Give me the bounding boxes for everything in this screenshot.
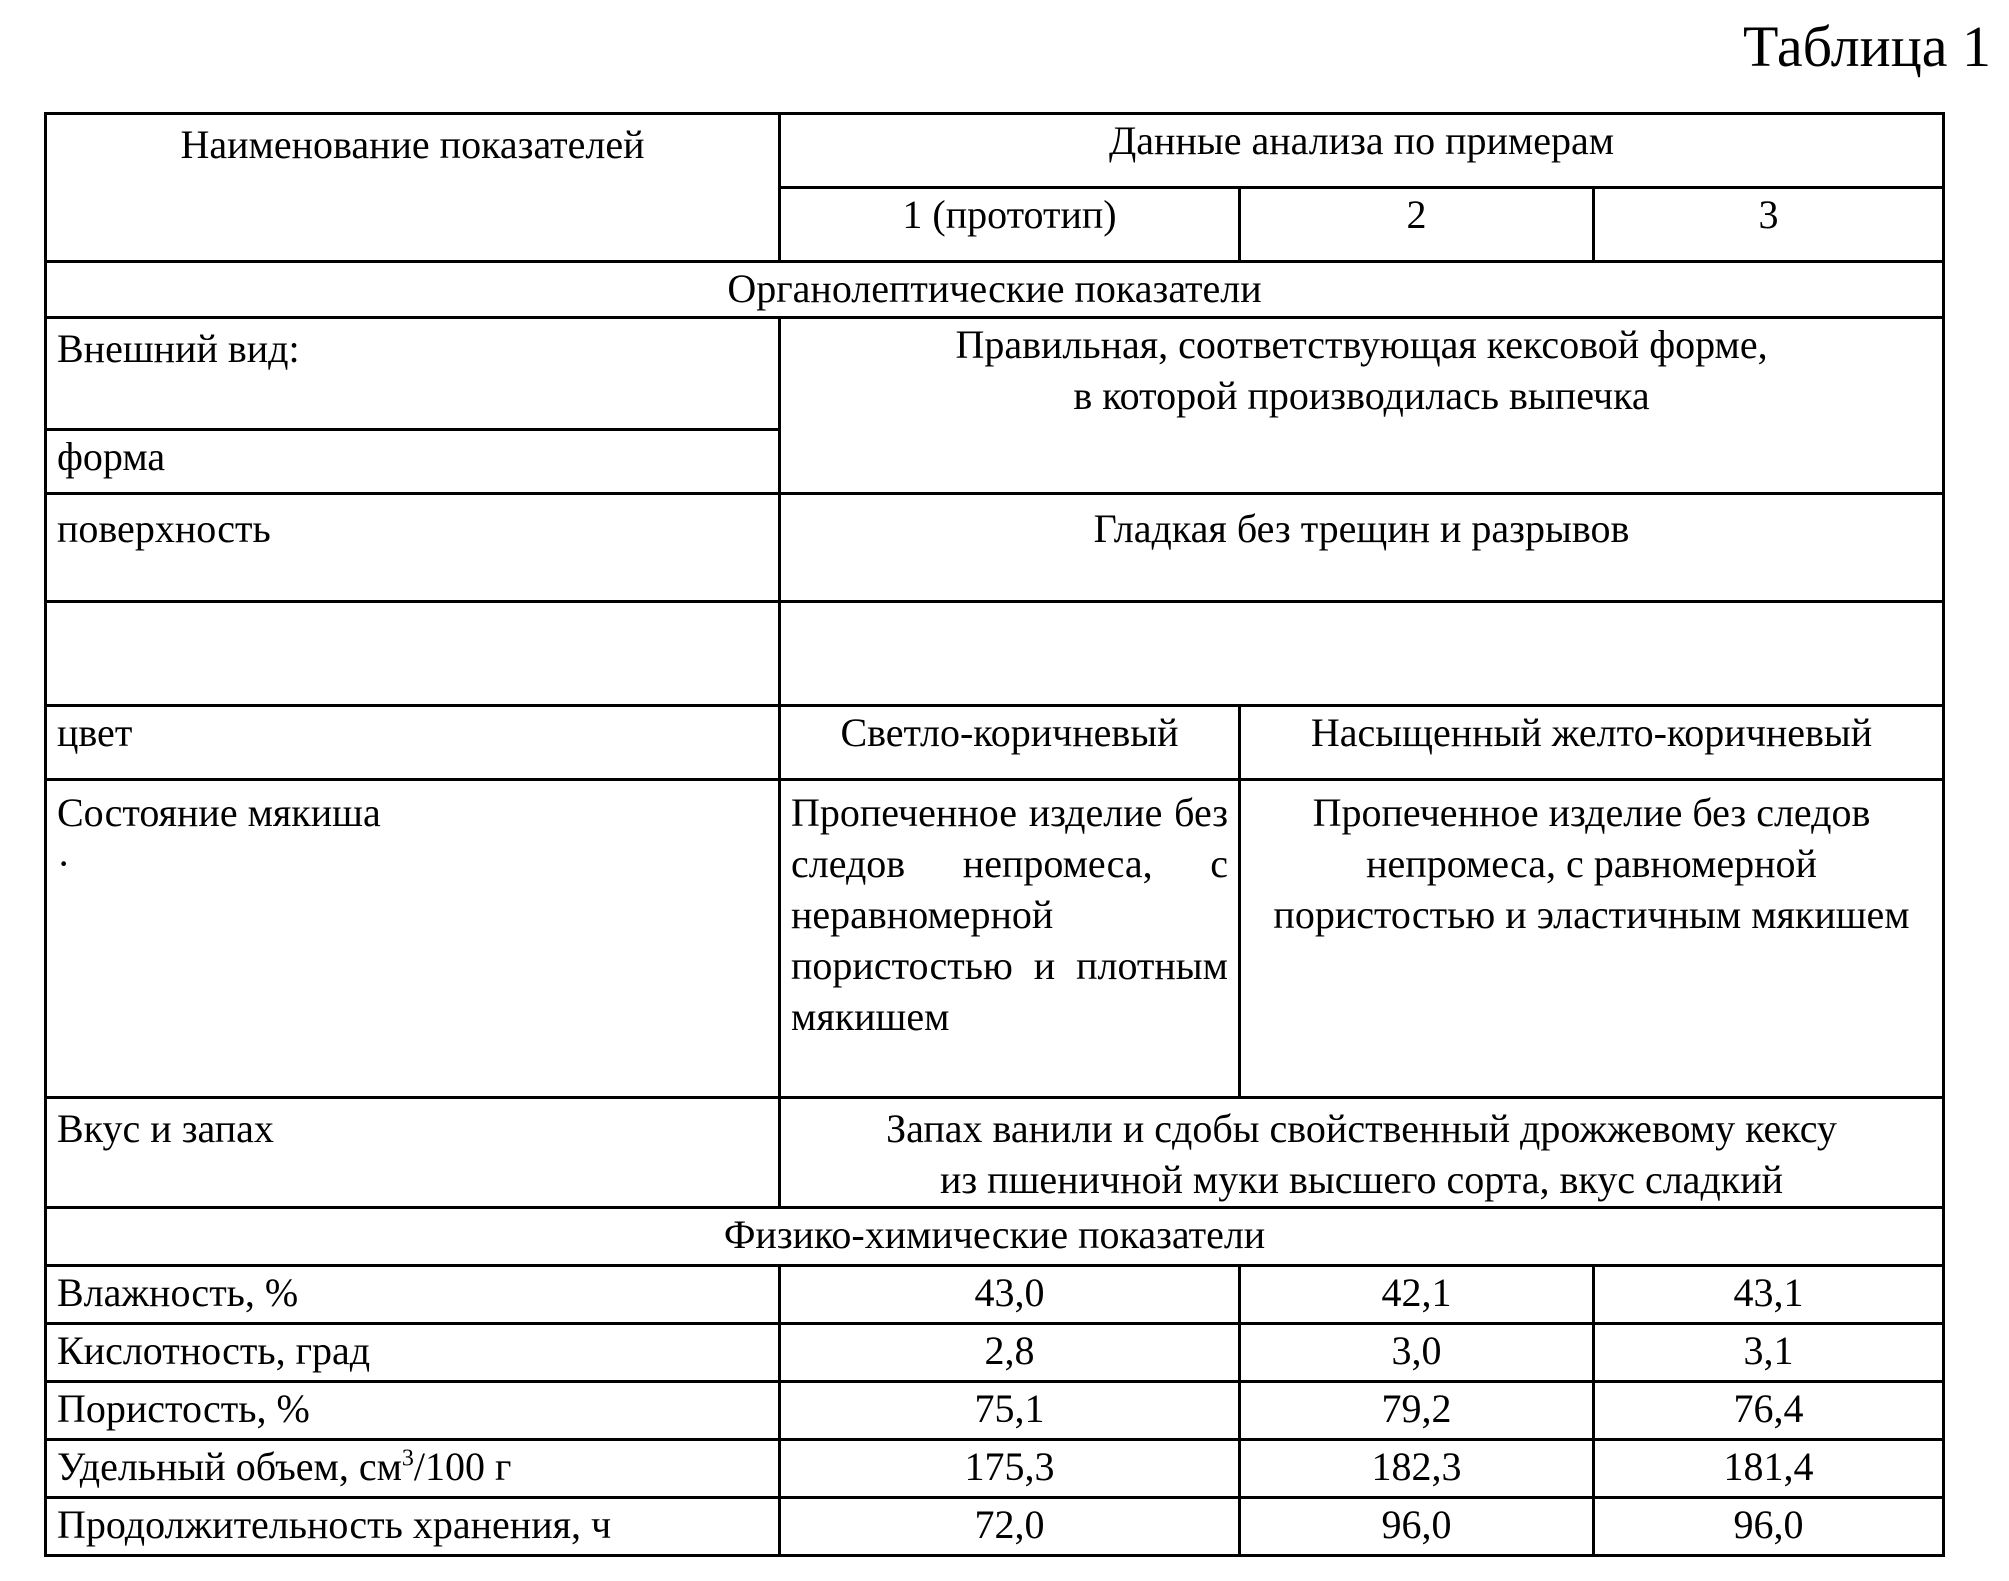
- row-label: Пористость, %: [46, 1382, 780, 1440]
- value-example-2: 42,1: [1240, 1266, 1594, 1324]
- table-row: [46, 1440, 1944, 1498]
- label-suffix: /100 г: [413, 1444, 512, 1489]
- value-example-3: 181,4: [1594, 1440, 1944, 1498]
- taste-value-line-1: Запах ванили и сдобы свойственный дрожжевому кексу: [886, 1106, 1837, 1151]
- row-label: Кислотность, град: [46, 1324, 780, 1382]
- row-color-label: цвет: [46, 706, 780, 780]
- row-label: Продолжительность хранения, ч: [46, 1498, 780, 1556]
- crumb-label-text: Состояние мякиша: [57, 790, 381, 835]
- row-shape-label: форма: [46, 430, 780, 494]
- value-example-1: 175,3: [780, 1440, 1240, 1498]
- taste-value-line-2: из пшеничной муки высшего сорта, вкус сладкий: [939, 1157, 1784, 1202]
- header-data-group: Данные анализа по примерам: [780, 114, 1944, 188]
- row-taste-label: Вкус и запах: [46, 1098, 780, 1208]
- value-example-1: 43,0: [780, 1266, 1240, 1324]
- section-physicochemical: Физико-химические показатели: [46, 1208, 1944, 1266]
- value-example-2: 79,2: [1240, 1382, 1594, 1440]
- value-example-1: 72,0: [780, 1498, 1240, 1556]
- value-example-3: 96,0: [1594, 1498, 1944, 1556]
- value-example-2: 96,0: [1240, 1498, 1594, 1556]
- color-example-1: Светло-коричневый: [780, 706, 1240, 780]
- row-empty-label: [46, 602, 780, 706]
- table-row: [46, 1266, 1944, 1324]
- value-example-2: 182,3: [1240, 1440, 1594, 1498]
- header-indicator-col: Наименование показателей: [46, 114, 780, 262]
- table-row: [46, 1382, 1944, 1440]
- shape-value-line-2: в которой производилась выпечка: [1073, 373, 1650, 418]
- header-example-1: 1 (прототип): [780, 188, 1240, 262]
- label-superscript: 3: [401, 1445, 414, 1472]
- crumb-example-2-3: Пропеченное изделие без следов непромеса, с равномерной пористостью и эластичным мякишем: [1240, 780, 1944, 1098]
- crumb-example-1: Пропеченное изделие без следов непромеса, с неравномерной пористостью и плотным мякишем: [780, 780, 1240, 1098]
- label-prefix: Удельный объем, см: [57, 1444, 402, 1489]
- value-example-3: 43,1: [1594, 1266, 1944, 1324]
- analysis-table: [44, 112, 1945, 1557]
- header-example-3: 3: [1594, 188, 1944, 262]
- surface-value: Гладкая без трещин и разрывов: [780, 494, 1944, 602]
- table-row: [46, 1324, 1944, 1382]
- value-example-3: 3,1: [1594, 1324, 1944, 1382]
- section-organoleptic: Органолептические показатели: [46, 262, 1944, 318]
- row-appearance-label: Внешний вид:: [46, 318, 780, 430]
- value-example-2: 3,0: [1240, 1324, 1594, 1382]
- crumb-marker: ·: [57, 841, 71, 886]
- header-example-2: 2: [1240, 188, 1594, 262]
- row-label: Влажность, %: [46, 1266, 780, 1324]
- table-row: [46, 1498, 1944, 1556]
- value-example-1: 75,1: [780, 1382, 1240, 1440]
- row-label: [46, 1440, 780, 1498]
- value-example-1: 2,8: [780, 1324, 1240, 1382]
- shape-value-line-1: Правильная, соответствующая кексовой форме,: [955, 322, 1768, 367]
- taste-value: [780, 1098, 1944, 1208]
- table-caption: Таблица 1: [1742, 14, 1991, 79]
- row-crumb-label: [46, 780, 780, 1098]
- shape-value: [780, 318, 1944, 494]
- row-empty-value: [780, 602, 1944, 706]
- color-example-2-3: Насыщенный желто-коричневый: [1240, 706, 1944, 780]
- value-example-3: 76,4: [1594, 1382, 1944, 1440]
- row-surface-label: поверхность: [46, 494, 780, 602]
